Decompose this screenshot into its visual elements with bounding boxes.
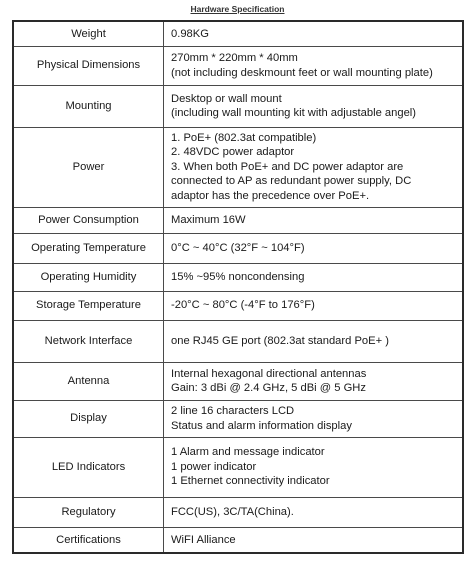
row-label: Operating Temperature [13,233,164,263]
row-value [164,291,464,320]
row-value [164,400,464,437]
value-line: Desktop or wall mount [171,92,282,105]
row-label: Regulatory [13,497,164,527]
value-line: Status and alarm information display [171,419,352,432]
spec-row-operating-temperature [13,233,463,263]
spec-row-physical-dimensions [13,46,463,85]
spec-row-certifications [13,527,463,553]
value-line: 2 line 16 characters LCD [171,405,295,417]
value-line: adaptor has the precedence over PoE+. [171,189,370,202]
row-value [164,497,464,527]
value-line: (not including deskmount feet or wall mounting plate) [171,66,433,79]
row-value [164,362,464,400]
row-label: Physical Dimensions [13,46,164,85]
value-line: 0.98KG [171,27,209,40]
value-line: WiFI Alliance [171,533,236,546]
value-line: connected to AP as redundant power supply, DC [171,175,412,188]
section-title-text: Hardware Specification [190,4,285,14]
spec-row-weight [13,21,463,46]
spec-row-regulatory [13,497,463,527]
value-line: Internal hexagonal directional antennas [171,367,367,380]
value-line: 1 power indicator [171,460,257,473]
row-value [164,320,464,362]
row-value [164,127,464,207]
value-line: 2. 48VDC power adaptor [171,146,295,159]
row-value [164,437,464,497]
spec-row-display [13,400,463,437]
section-title [0,4,475,14]
value-line: 0°C ~ 40°C (32°F ~ 104°F) [171,241,305,254]
spec-row-led-indicators [13,437,463,497]
value-line: FCC(US), 3C/TA(China). [171,505,294,518]
row-label: Weight [13,21,164,46]
spec-row-power-consumption [13,207,463,233]
row-value [164,233,464,263]
value-line: 1 Alarm and message indicator [171,446,325,459]
value-line: 1 Ethernet connectivity indicator [171,475,330,488]
value-line: 1. PoE+ (802.3at compatible) [171,131,317,144]
value-line: Gain: 3 dBi @ 2.4 GHz, 5 dBi @ 5 GHz [171,382,366,394]
value-line: 15% ~95% noncondensing [171,270,305,283]
row-label: Power [13,127,164,207]
row-value [164,263,464,291]
row-label: Power Consumption [13,207,164,233]
row-value [164,207,464,233]
spec-row-storage-temperature [13,291,463,320]
value-line: Maximum 16W [171,213,246,226]
value-line: one RJ45 GE port (802.3at standard PoE+ ) [171,334,389,347]
row-label: Certifications [13,527,164,553]
value-line: 3. When both PoE+ and DC power adaptor are [171,160,404,173]
row-value [164,46,464,85]
value-line: 270mm * 220mm * 40mm [171,52,298,64]
row-label: Mounting [13,85,164,127]
spec-row-antenna [13,362,463,400]
hardware-spec-table [12,20,464,554]
row-label: LED Indicators [13,437,164,497]
value-line: -20°C ~ 80°C (-4°F to 176°F) [171,299,315,312]
row-value [164,21,464,46]
row-value [164,85,464,127]
row-label: Antenna [13,362,164,400]
value-line: (including wall mounting kit with adjustable angel) [171,107,417,119]
row-label: Operating Humidity [13,263,164,291]
spec-row-network-interface [13,320,463,362]
row-label: Network Interface [13,320,164,362]
spec-row-power [13,127,463,207]
spec-row-operating-humidity [13,263,463,291]
row-label: Storage Temperature [13,291,164,320]
spec-row-mounting [13,85,463,127]
row-value [164,527,464,553]
row-label: Display [13,400,164,437]
